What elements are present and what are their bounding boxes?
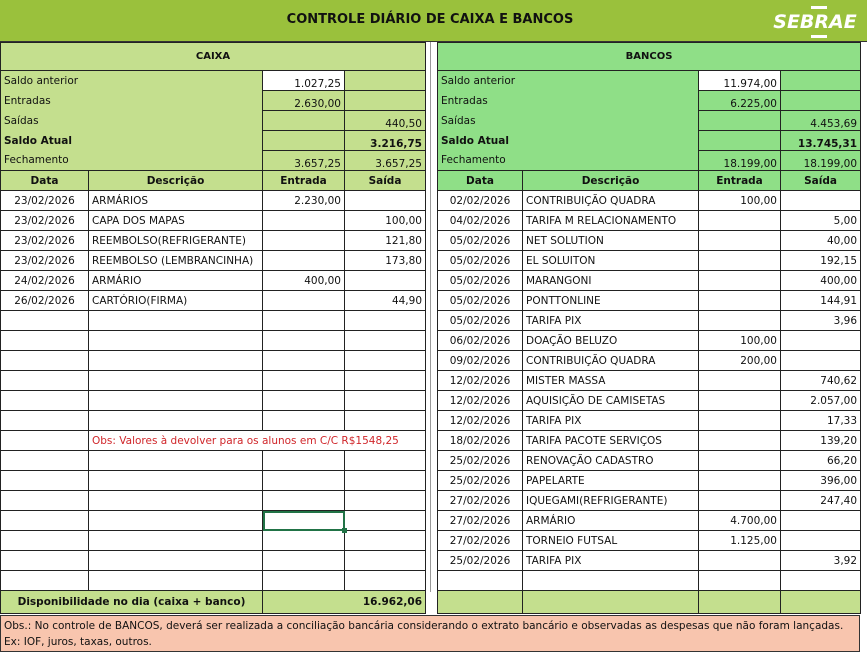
cell-entrada[interactable]: 100,00 [699, 331, 781, 351]
cell-descricao[interactable]: EL SOLUITON [523, 251, 699, 271]
summary-saida[interactable] [781, 71, 861, 91]
summary-label: Fechamento [1, 151, 263, 171]
cell-saida[interactable] [345, 271, 426, 291]
cell-saida[interactable] [345, 451, 426, 471]
cell-saida[interactable]: 17,33 [781, 411, 861, 431]
table-row [1, 431, 426, 451]
cell-entrada[interactable] [699, 451, 781, 471]
table-row [1, 551, 426, 571]
cell-saida[interactable]: 100,00 [345, 211, 426, 231]
table-row [438, 451, 861, 471]
caixa-note[interactable]: Obs: Valores à devolver para os alunos em C/C R$1548,25 [89, 431, 426, 451]
cell-data[interactable]: 25/02/2026 [438, 451, 523, 471]
cell-data[interactable] [1, 431, 89, 451]
cell-descricao[interactable] [89, 451, 263, 471]
table-row [438, 431, 861, 451]
cell-saida[interactable]: 144,91 [781, 291, 861, 311]
cell-saida[interactable]: 139,20 [781, 431, 861, 451]
summary-saida[interactable] [345, 91, 426, 111]
cell-entrada[interactable] [263, 231, 345, 251]
summary-label: Fechamento [438, 151, 699, 171]
cell-data[interactable]: 25/02/2026 [438, 471, 523, 491]
table-row [1, 571, 426, 591]
cell-data[interactable] [1, 551, 89, 571]
cell-entrada[interactable] [263, 571, 345, 591]
cell-descricao[interactable]: TORNEIO FUTSAL [523, 531, 699, 551]
table-row [1, 251, 426, 271]
table-row [438, 551, 861, 571]
cell-data[interactable]: 23/02/2026 [1, 211, 89, 231]
cell-entrada[interactable] [699, 311, 781, 331]
cell-entrada[interactable] [263, 391, 345, 411]
table-row [1, 331, 426, 351]
cell-saida[interactable]: 173,80 [345, 251, 426, 271]
cell-saida[interactable]: 40,00 [781, 231, 861, 251]
summary-label: Saídas [1, 111, 263, 131]
caixa-table [0, 42, 426, 614]
cell-entrada[interactable] [699, 431, 781, 451]
column-header-descricao: Descrição [89, 171, 263, 191]
table-row [1, 271, 426, 291]
table-row [438, 491, 861, 511]
table-row [1, 471, 426, 491]
cell-saida[interactable]: 400,00 [781, 271, 861, 291]
summary-label: Saldo anterior [438, 71, 699, 91]
summary-entrada[interactable] [263, 111, 345, 131]
column-header-data: Data [438, 171, 523, 191]
bancos-table [437, 42, 861, 614]
cell-data[interactable] [1, 531, 89, 551]
table-row [438, 471, 861, 491]
table-row [438, 411, 861, 431]
cell-data[interactable]: 24/02/2026 [1, 271, 89, 291]
summary-label: Saldo Atual [438, 131, 699, 151]
cell-data[interactable]: 27/02/2026 [438, 511, 523, 531]
cell-entrada[interactable]: 100,00 [699, 191, 781, 211]
cell-saida[interactable]: 247,40 [781, 491, 861, 511]
summary-label: Saldo anterior [1, 71, 263, 91]
summary-label: Entradas [1, 91, 263, 111]
cell-saida[interactable] [781, 351, 861, 371]
summary-label: Saídas [438, 111, 699, 131]
cell-entrada[interactable] [699, 471, 781, 491]
cell-descricao[interactable] [523, 571, 699, 591]
table-row [1, 211, 426, 231]
summary-entrada[interactable]: 18.199,00 [699, 151, 781, 171]
cell-descricao[interactable] [89, 511, 263, 531]
cell-descricao[interactable]: REEMBOLSO(REFRIGERANTE) [89, 231, 263, 251]
footer-cell [699, 591, 781, 614]
table-row [1, 231, 426, 251]
footer-cell [781, 591, 861, 614]
cell-data[interactable]: 23/02/2026 [1, 251, 89, 271]
cell-saida[interactable]: 740,62 [781, 371, 861, 391]
footer-cell [523, 591, 699, 614]
cell-descricao[interactable]: ARMÁRIO [523, 511, 699, 531]
cell-data[interactable] [1, 571, 89, 591]
cell-descricao[interactable]: MARANGONI [523, 271, 699, 291]
cell-saida[interactable]: 2.057,00 [781, 391, 861, 411]
cell-descricao[interactable]: CARTÓRIO(FIRMA) [89, 291, 263, 311]
cell-entrada[interactable] [699, 231, 781, 251]
table-row [438, 311, 861, 331]
cell-entrada[interactable] [699, 211, 781, 231]
cell-data[interactable] [1, 331, 89, 351]
cell-data[interactable]: 06/02/2026 [438, 331, 523, 351]
cell-entrada[interactable] [699, 371, 781, 391]
summary-entrada[interactable] [699, 111, 781, 131]
cell-saida[interactable]: 121,80 [345, 231, 426, 251]
summary-saida[interactable] [345, 71, 426, 91]
cell-descricao[interactable]: AQUISIÇÃO DE CAMISETAS [523, 391, 699, 411]
summary-saida[interactable]: 440,50 [345, 111, 426, 131]
cell-entrada[interactable] [263, 291, 345, 311]
footer-cell [438, 591, 523, 614]
cell-saida[interactable] [345, 511, 426, 531]
cell-data[interactable]: 27/02/2026 [438, 531, 523, 551]
column-divider [430, 42, 431, 592]
table-row [1, 531, 426, 551]
summary-entrada[interactable] [263, 131, 345, 151]
cell-data[interactable]: 05/02/2026 [438, 291, 523, 311]
cell-entrada[interactable]: 1.125,00 [699, 531, 781, 551]
cell-descricao[interactable] [89, 331, 263, 351]
cell-saida[interactable]: 3,96 [781, 311, 861, 331]
cell-data[interactable]: 04/02/2026 [438, 211, 523, 231]
summary-label: Entradas [438, 91, 699, 111]
caixa-section-header: CAIXA [1, 43, 426, 71]
column-header-saida: Saída [345, 171, 426, 191]
cell-saida[interactable] [781, 571, 861, 591]
cell-entrada[interactable] [263, 331, 345, 351]
disponibilidade-label: Disponibilidade no dia (caixa + banco) [1, 591, 263, 614]
table-row [1, 191, 426, 211]
cell-saida[interactable]: 192,15 [781, 251, 861, 271]
footer-note: Obs.: No controle de BANCOS, deverá ser realizada a conciliação bancária considerando o extrato bancário e observadas as despesas que não foram lançadas. Ex: IOF, juros, taxas, outros. [0, 615, 860, 652]
cell-saida[interactable]: 3,92 [781, 551, 861, 571]
table-row [1, 351, 426, 371]
page-title: CONTROLE DIÁRIO DE CAIXA E BANCOS [286, 12, 574, 27]
summary-label: Saldo Atual [1, 131, 263, 151]
table-row [1, 391, 426, 411]
table-row [438, 291, 861, 311]
cell-descricao[interactable] [89, 531, 263, 551]
cell-entrada[interactable]: 400,00 [263, 271, 345, 291]
cell-data[interactable]: 09/02/2026 [438, 351, 523, 371]
cell-data[interactable]: 05/02/2026 [438, 271, 523, 291]
column-header-saida: Saída [781, 171, 861, 191]
table-row [438, 211, 861, 231]
cell-data[interactable]: 12/02/2026 [438, 391, 523, 411]
cell-descricao[interactable] [89, 351, 263, 371]
title-bar [0, 0, 867, 42]
cell-descricao[interactable]: ARMÁRIOS [89, 191, 263, 211]
cell-data[interactable]: 18/02/2026 [438, 431, 523, 451]
column-header-entrada: Entrada [263, 171, 345, 191]
summary-entrada[interactable]: 6.225,00 [699, 91, 781, 111]
cell-descricao[interactable] [89, 491, 263, 511]
cell-entrada[interactable] [263, 371, 345, 391]
table-row [438, 571, 861, 591]
cell-saida[interactable] [345, 391, 426, 411]
cell-data[interactable] [1, 371, 89, 391]
cell-descricao[interactable]: DOAÇÃO BELUZO [523, 331, 699, 351]
cell-saida[interactable] [781, 191, 861, 211]
cell-saida[interactable] [345, 191, 426, 211]
cell-data[interactable]: 12/02/2026 [438, 371, 523, 391]
cell-descricao[interactable] [89, 471, 263, 491]
table-row [1, 371, 426, 391]
summary-saida[interactable]: 3.216,75 [345, 131, 426, 151]
cell-descricao[interactable] [89, 411, 263, 431]
cell-saida[interactable] [345, 311, 426, 331]
cell-data[interactable]: 27/02/2026 [438, 491, 523, 511]
column-header-descricao: Descrição [523, 171, 699, 191]
cell-entrada[interactable] [699, 571, 781, 591]
table-row [1, 491, 426, 511]
cell-descricao[interactable] [89, 371, 263, 391]
cell-saida[interactable]: 5,00 [781, 211, 861, 231]
summary-saida[interactable]: 18.199,00 [781, 151, 861, 171]
cell-entrada[interactable] [699, 491, 781, 511]
cell-saida[interactable] [345, 351, 426, 371]
summary-entrada[interactable]: 3.657,25 [263, 151, 345, 171]
cell-saida[interactable] [345, 411, 426, 431]
table-row [438, 511, 861, 531]
summary-entrada[interactable]: 1.027,25 [263, 71, 345, 91]
cell-descricao[interactable]: ARMÁRIO [89, 271, 263, 291]
cell-saida[interactable] [345, 471, 426, 491]
cell-saida[interactable] [345, 491, 426, 511]
cell-entrada[interactable]: 200,00 [699, 351, 781, 371]
cell-entrada[interactable] [699, 251, 781, 271]
cell-data[interactable]: 05/02/2026 [438, 231, 523, 251]
cell-descricao[interactable]: MISTER MASSA [523, 371, 699, 391]
cell-data[interactable] [1, 391, 89, 411]
cell-entrada[interactable] [699, 551, 781, 571]
cell-entrada[interactable] [263, 311, 345, 331]
cell-entrada[interactable] [699, 391, 781, 411]
cell-data[interactable] [1, 351, 89, 371]
cell-data[interactable] [1, 311, 89, 331]
cell-saida[interactable] [345, 551, 426, 571]
table-row [1, 511, 426, 531]
cell-descricao[interactable]: CONTRIBUIÇÃO QUADRA [523, 351, 699, 371]
table-row [438, 191, 861, 211]
cell-descricao[interactable]: CAPA DOS MAPAS [89, 211, 263, 231]
table-row [1, 311, 426, 331]
cell-saida[interactable] [345, 371, 426, 391]
column-header-entrada: Entrada [699, 171, 781, 191]
cell-entrada[interactable] [699, 291, 781, 311]
cell-entrada[interactable] [263, 351, 345, 371]
cell-entrada[interactable]: 2.230,00 [263, 191, 345, 211]
cell-data[interactable]: 05/02/2026 [438, 251, 523, 271]
cell-entrada[interactable] [263, 491, 345, 511]
cell-saida[interactable] [345, 571, 426, 591]
cell-entrada[interactable] [263, 451, 345, 471]
cell-data[interactable]: 25/02/2026 [438, 551, 523, 571]
cell-data[interactable] [1, 411, 89, 431]
cell-saida[interactable] [781, 331, 861, 351]
cell-entrada[interactable] [263, 551, 345, 571]
cell-descricao[interactable]: RENOVAÇÃO CADASTRO [523, 451, 699, 471]
table-row [438, 351, 861, 371]
cell-descricao[interactable]: REEMBOLSO (LEMBRANCINHA) [89, 251, 263, 271]
summary-saida[interactable]: 4.453,69 [781, 111, 861, 131]
cell-data[interactable]: 23/02/2026 [1, 231, 89, 251]
cell-descricao[interactable]: NET SOLUTION [523, 231, 699, 251]
cell-saida[interactable] [781, 511, 861, 531]
cell-saida[interactable]: 396,00 [781, 471, 861, 491]
cell-saida[interactable] [781, 531, 861, 551]
cell-descricao[interactable]: TARIFA M RELACIONAMENTO [523, 211, 699, 231]
summary-entrada[interactable]: 11.974,00 [699, 71, 781, 91]
cell-descricao[interactable] [89, 391, 263, 411]
table-row [438, 231, 861, 251]
cell-data[interactable] [1, 491, 89, 511]
cell-descricao[interactable]: IQUEGAMI(REFRIGERANTE) [523, 491, 699, 511]
table-row [438, 251, 861, 271]
table-row [1, 451, 426, 471]
disponibilidade-value: 16.962,06 [263, 591, 426, 614]
cell-descricao[interactable] [89, 551, 263, 571]
cell-descricao[interactable]: TARIFA PACOTE SERVIÇOS [523, 431, 699, 451]
cell-descricao[interactable]: PAPELARTE [523, 471, 699, 491]
cell-entrada[interactable] [699, 411, 781, 431]
table-row [438, 531, 861, 551]
summary-entrada[interactable]: 2.630,00 [263, 91, 345, 111]
cell-descricao[interactable]: TARIFA PIX [523, 411, 699, 431]
cell-entrada[interactable]: 4.700,00 [699, 511, 781, 531]
bancos-section-header: BANCOS [438, 43, 861, 71]
cell-descricao[interactable]: TARIFA PIX [523, 311, 699, 331]
cell-data[interactable]: 23/02/2026 [1, 191, 89, 211]
cell-saida[interactable]: 44,90 [345, 291, 426, 311]
cell-entrada[interactable] [263, 411, 345, 431]
cell-data[interactable]: 12/02/2026 [438, 411, 523, 431]
cell-data[interactable] [1, 451, 89, 471]
cell-descricao[interactable]: TARIFA PIX [523, 551, 699, 571]
cell-entrada[interactable] [263, 251, 345, 271]
table-row [438, 391, 861, 411]
table-row [1, 411, 426, 431]
cell-saida[interactable] [345, 331, 426, 351]
summary-entrada[interactable] [699, 131, 781, 151]
cell-entrada[interactable] [263, 211, 345, 231]
table-row [438, 371, 861, 391]
table-row [438, 271, 861, 291]
cell-descricao[interactable]: PONTTONLINE [523, 291, 699, 311]
cell-entrada[interactable] [263, 531, 345, 551]
cell-data[interactable] [438, 571, 523, 591]
table-row [438, 331, 861, 351]
summary-saida[interactable] [781, 91, 861, 111]
cell-descricao[interactable]: CONTRIBUIÇÃO QUADRA [523, 191, 699, 211]
sebrae-logo: SEBRAE [771, 4, 859, 40]
cell-data[interactable] [1, 511, 89, 531]
summary-saida[interactable]: 3.657,25 [345, 151, 426, 171]
cell-data[interactable]: 26/02/2026 [1, 291, 89, 311]
cell-entrada[interactable] [699, 271, 781, 291]
cell-entrada[interactable] [263, 511, 345, 531]
cell-saida[interactable] [345, 531, 426, 551]
summary-saida[interactable]: 13.745,31 [781, 131, 861, 151]
column-header-data: Data [1, 171, 89, 191]
cell-data[interactable] [1, 471, 89, 491]
cell-data[interactable]: 02/02/2026 [438, 191, 523, 211]
cell-descricao[interactable] [89, 311, 263, 331]
cell-descricao[interactable] [89, 571, 263, 591]
cell-entrada[interactable] [263, 471, 345, 491]
cell-data[interactable]: 05/02/2026 [438, 311, 523, 331]
cell-saida[interactable]: 66,20 [781, 451, 861, 471]
table-row [1, 291, 426, 311]
